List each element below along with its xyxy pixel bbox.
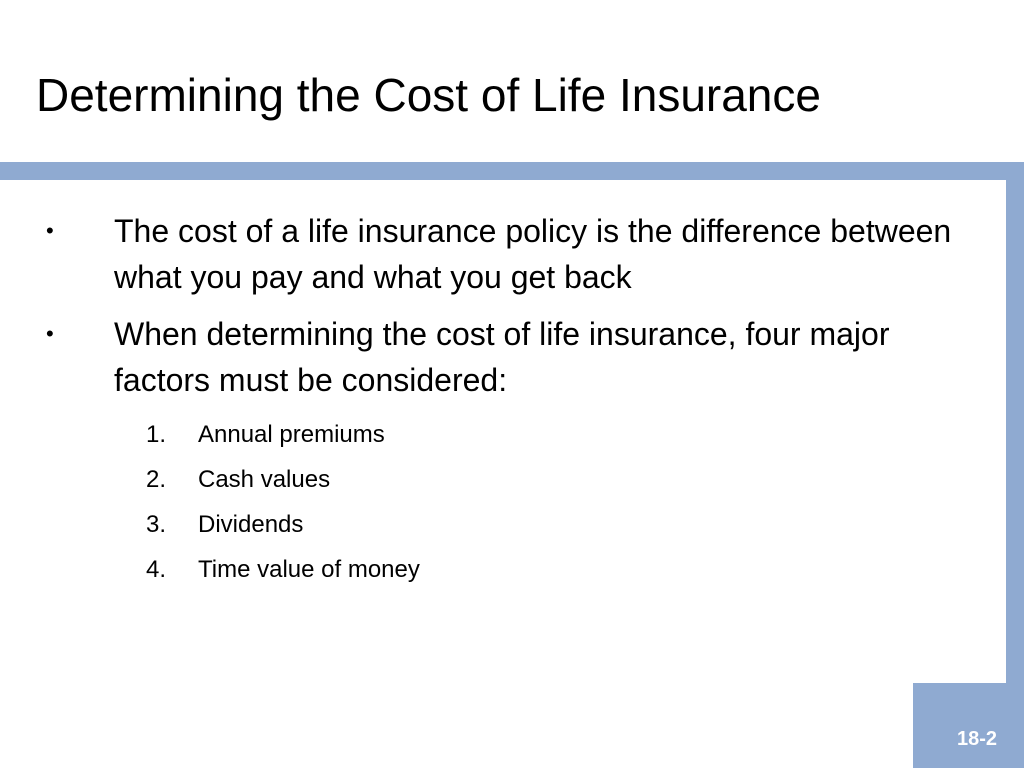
accent-band-right <box>1006 162 1024 768</box>
page-number-box <box>913 683 1024 768</box>
bullet-icon: • <box>46 320 54 346</box>
factor-number: 3. <box>146 510 167 538</box>
bullet-item <box>46 311 986 592</box>
slide-title: Determining the Cost of Life Insurance <box>36 69 821 121</box>
factor-item <box>114 412 986 457</box>
bullet-item <box>46 208 986 301</box>
factor-number: 4. <box>146 555 167 583</box>
factor-item <box>114 502 986 547</box>
page-number: 18-2 <box>956 728 997 750</box>
factor-number: 1. <box>146 420 167 448</box>
bullet-text: The cost of a life insurance policy is the difference between what you pay and what you get back <box>114 213 952 296</box>
factor-item <box>114 457 986 502</box>
factor-item <box>114 547 986 592</box>
factor-number: 2. <box>146 465 167 493</box>
bullet-list <box>46 208 986 602</box>
factor-text: Time value of money <box>198 555 420 583</box>
bullet-text: When determining the cost of life insurance, four major factors must be considered: <box>114 315 890 399</box>
factor-text: Cash values <box>198 465 331 493</box>
factor-list <box>114 412 986 592</box>
bullet-icon: • <box>46 218 54 243</box>
accent-band-top <box>0 162 1024 180</box>
factor-text: Dividends <box>198 510 304 538</box>
factor-text: Annual premiums <box>198 420 385 448</box>
